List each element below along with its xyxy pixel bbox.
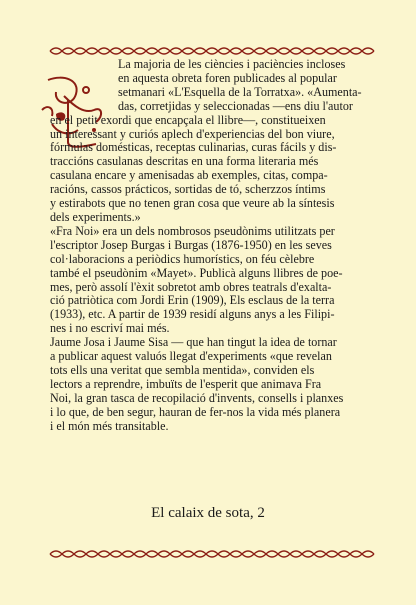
paragraph-2 [50,225,380,336]
text-line: també el pseudònim «Mayet». Publicà alguns llibres de poe- [50,265,343,280]
text-line: nes i no escriví mai més. [50,321,170,336]
text-line: mes, però assolí l'èxit sobretot amb obres teatrals d'exalta- [50,279,332,294]
text-line: das, corretjidas y seleccionadas —ens diu l'autor [118,98,353,113]
text-line: Jaume Josa i Jaume Sisa — que han tingut la idea de tornar [50,335,337,350]
text-line: traccións casulanas descritas en una forma literaria més [50,154,319,169]
series-title: El calaix de sota, 2 [151,505,265,521]
paragraph-3 [50,336,380,433]
text-line: setmanari «L'Esquella de la Torratxa». «Aumenta- [118,84,362,99]
ornamental-border-bottom [48,547,378,561]
text-line: Noi, la gran tasca de recopilació d'invents, consells i planxes [50,390,344,405]
text-line: i lo que, de ben segur, hauran de fer-nos la vida més planera [50,404,341,419]
body-text [50,58,380,433]
text-line: casulana encare y amenisadas ab exemples, citas, compa- [50,168,328,183]
intro-paragraph [50,58,380,225]
text-line: l'escriptor Josep Burgas i Burgas (1876-1950) en les seves [50,237,332,252]
text-line: lectors a reprendre, imbuïts de l'esperit que animava Fra [50,376,322,391]
text-line: ció patriòtica com Jordi Erin (1909), Els esclaus de la terra [50,293,335,308]
text-line: tots ells una veritat que sembla mentida», conviden els [50,362,315,377]
text-line: y estirabots que no tenen gran cosa que veure ab la síntesis [50,196,335,211]
text-line: en el petit exordi que encapçala el llibre—, constitueixen [50,112,326,127]
text-line: en aquesta obreta foren publicades al popular [118,70,337,85]
text-line: a publicar aquest valuós llegat d'experiments «que revelan [50,349,332,364]
text-line: (1933), etc. A partir de 1939 residí alguns anys a les Filipi- [50,307,335,322]
text-line: La majoria de les ciències i paciències incloses [118,57,346,71]
text-line: dels experiments.» [50,209,141,224]
text-line: col·laboracions a periòdics humorístics, on féu cèlebre [50,251,315,266]
text-line: un interessant y curiós aplech d'experiencias del bon viure, [50,126,335,141]
text-line: i el món més transitable. [50,418,169,433]
text-line: fórmulas domésticas, receptas culinarias, curas fácils y dis- [50,140,337,155]
text-line: racións, cassos prácticos, sortidas de tó, scherzzos íntims [50,182,326,197]
text-line: «Fra Noi» era un dels nombrosos pseudònims utilitzats per [50,223,335,238]
ornamental-border-top [48,44,378,58]
